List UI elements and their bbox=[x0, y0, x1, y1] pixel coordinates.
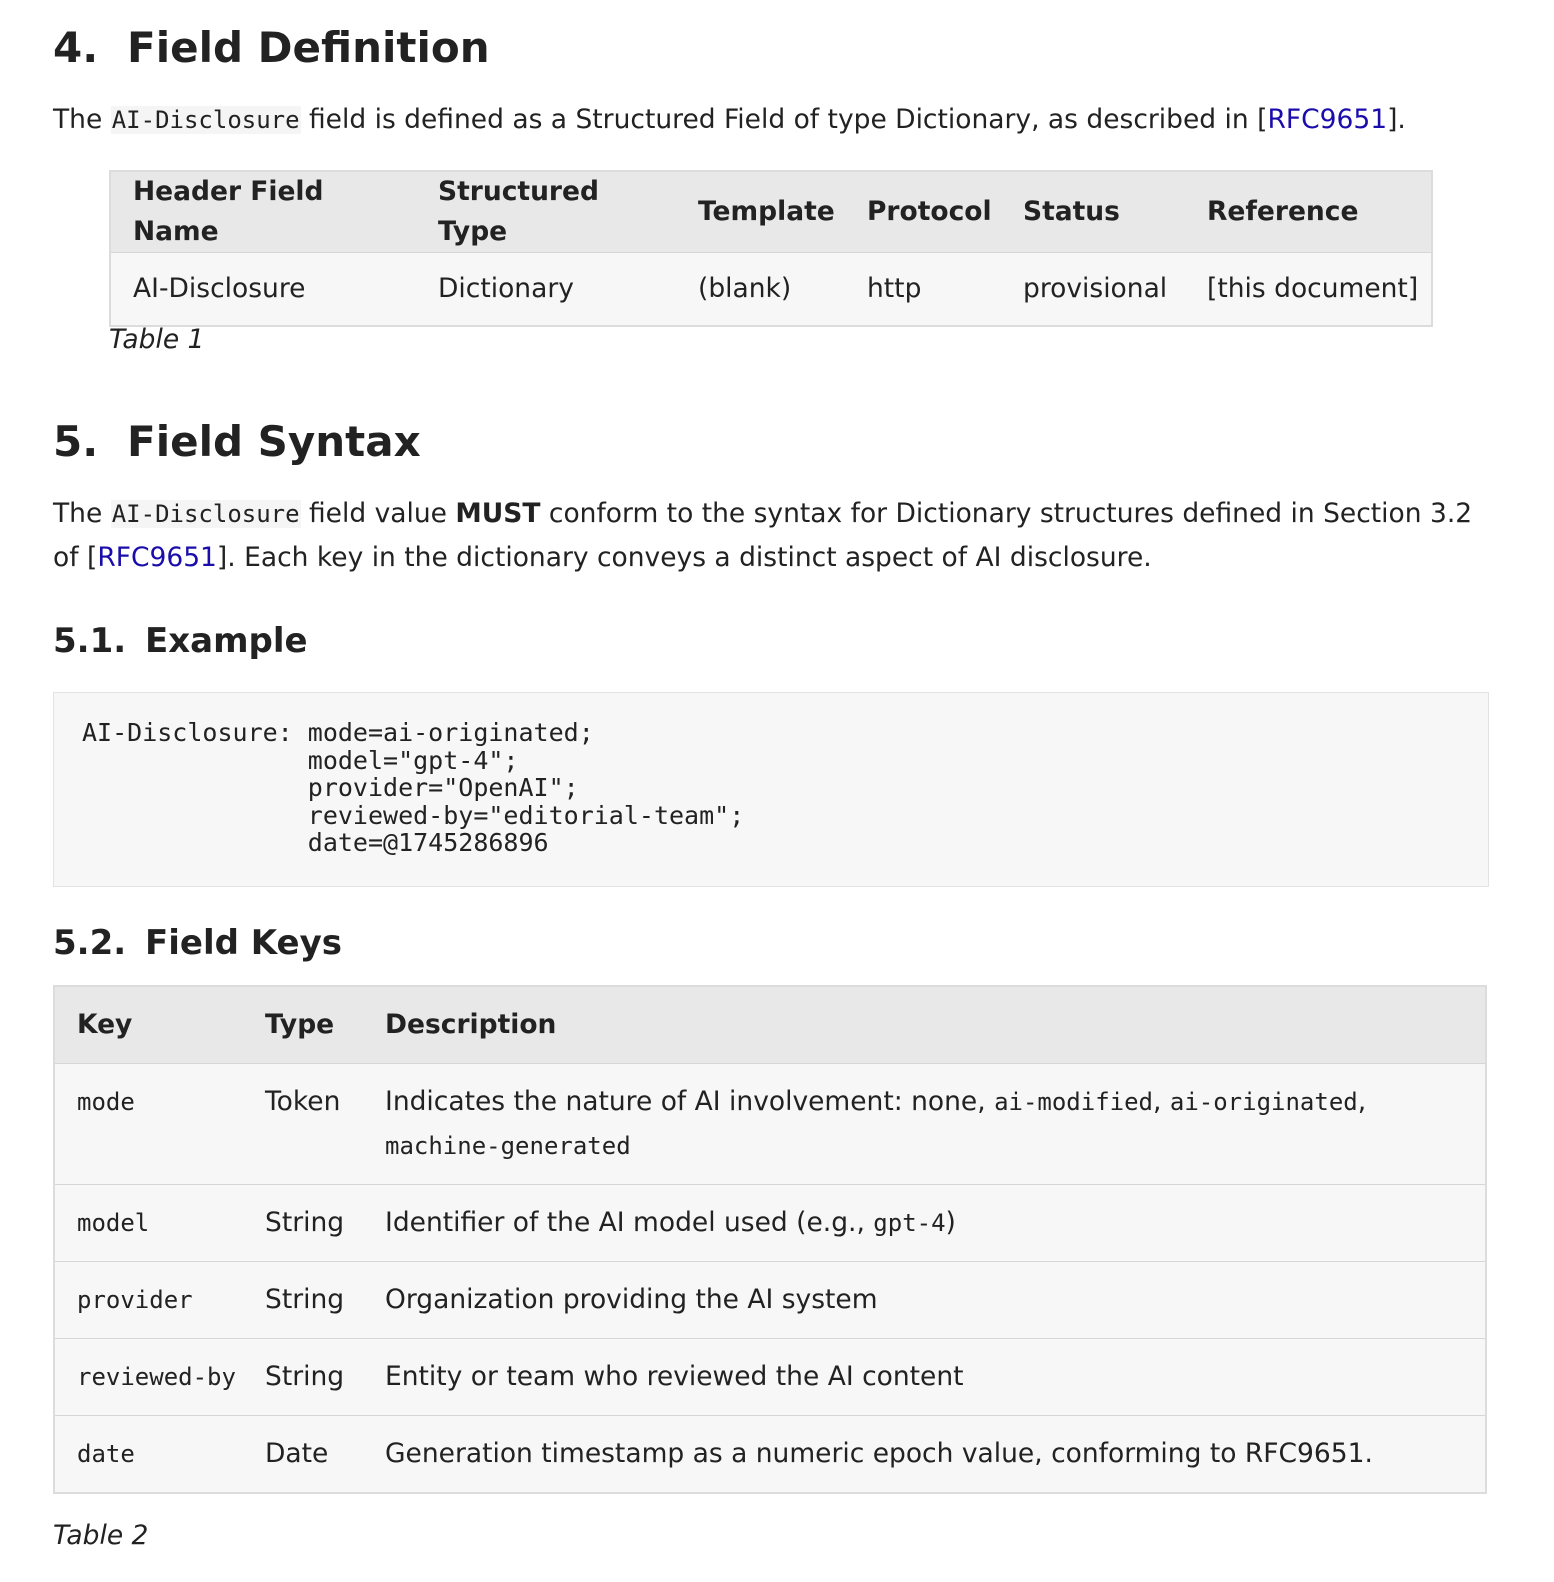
text: ]. Each key in the dictionary conveys a distinct aspect of AI disclosure. bbox=[216, 542, 1152, 573]
table-cell: AI-Disclosure bbox=[110, 253, 416, 327]
type-cell: String bbox=[243, 1262, 363, 1339]
type-cell: String bbox=[243, 1339, 363, 1416]
text: The bbox=[53, 498, 111, 529]
key-code: mode bbox=[77, 1088, 135, 1116]
inline-code: AI-Disclosure bbox=[111, 106, 300, 134]
text: conform to the syntax for Dictionary structures defined in Section 3.2 of [ bbox=[53, 498, 1473, 573]
table-row bbox=[54, 1262, 1486, 1339]
rfc9651-link[interactable]: RFC9651 bbox=[97, 542, 217, 573]
table-header-cell: Key bbox=[54, 986, 243, 1064]
table-row bbox=[54, 1339, 1486, 1416]
table-header-cell: Description bbox=[363, 986, 1486, 1064]
description-cell: Indicates the nature of AI involvement: none, ai-modified, ai-originated, machine-generated bbox=[363, 1064, 1486, 1185]
section-title: Field Syntax bbox=[127, 417, 421, 466]
description-cell: Generation timestamp as a numeric epoch value, conforming to RFC9651. bbox=[363, 1416, 1486, 1494]
section-number: 5.1. bbox=[53, 621, 127, 661]
table-cell: provisional bbox=[1001, 253, 1185, 327]
key-cell bbox=[54, 1262, 243, 1339]
table-header-cell: Template bbox=[676, 171, 845, 253]
section-title: Field Keys bbox=[145, 923, 342, 963]
table-header-row bbox=[110, 171, 1432, 253]
table-header-cell: Type bbox=[243, 986, 363, 1064]
rfc9651-link[interactable]: RFC9651 bbox=[1267, 104, 1388, 135]
key-cell bbox=[54, 1064, 243, 1185]
table-cell: Dictionary bbox=[416, 253, 676, 327]
section-5-heading bbox=[53, 414, 421, 470]
key-code: provider bbox=[77, 1286, 193, 1314]
key-cell bbox=[54, 1339, 243, 1416]
section-number: 5. bbox=[53, 417, 99, 466]
field-definition-table bbox=[109, 170, 1433, 327]
must-keyword: MUST bbox=[455, 498, 541, 529]
key-cell bbox=[54, 1185, 243, 1262]
table-caption: Table 1 bbox=[109, 324, 205, 355]
section-title: Field Definition bbox=[127, 23, 490, 72]
table-header-cell: Protocol bbox=[845, 171, 1001, 253]
text: field is defined as a Structured Field of type Dictionary, as described in [ bbox=[300, 104, 1268, 135]
section-4-paragraph bbox=[53, 98, 1406, 142]
section-number: 4. bbox=[53, 23, 99, 72]
text: Indicates the nature of AI involvement: none, bbox=[385, 1086, 995, 1117]
inline-code: ai-originated bbox=[1169, 1088, 1358, 1116]
table-header-cell: Header Field Name bbox=[110, 171, 416, 253]
table-cell: [this document] bbox=[1185, 253, 1432, 327]
description-cell: Entity or team who reviewed the AI content bbox=[363, 1339, 1486, 1416]
example-code-block bbox=[53, 692, 1489, 887]
table-header-cell: Structured Type bbox=[416, 171, 676, 253]
section-title: Example bbox=[145, 621, 308, 661]
type-cell: Date bbox=[243, 1416, 363, 1494]
field-keys-table bbox=[53, 985, 1487, 1494]
description-cell bbox=[363, 1185, 1486, 1262]
section-4-heading bbox=[53, 20, 490, 76]
example-code: AI-Disclosure: mode=ai-originated; model="gpt-4"; provider="OpenAI"; reviewed-by="editorial-team"; date=@1745286896 bbox=[82, 718, 745, 857]
key-code: model bbox=[77, 1209, 150, 1237]
table-header-cell: Status bbox=[1001, 171, 1185, 253]
type-cell: Token bbox=[243, 1064, 363, 1185]
table-row bbox=[54, 1185, 1486, 1262]
table-cell: (blank) bbox=[676, 253, 845, 327]
table-caption: Table 2 bbox=[53, 1520, 149, 1551]
inline-code: AI-Disclosure bbox=[111, 500, 300, 528]
key-code: reviewed-by bbox=[77, 1363, 236, 1391]
table-header-cell: Reference bbox=[1185, 171, 1432, 253]
table-header-row bbox=[54, 986, 1486, 1064]
inline-code: machine-generated bbox=[385, 1132, 631, 1160]
inline-code: gpt-4 bbox=[873, 1209, 946, 1237]
text: ]. bbox=[1387, 104, 1406, 135]
text: The bbox=[53, 104, 111, 135]
key-cell bbox=[54, 1416, 243, 1494]
table-row bbox=[54, 1064, 1486, 1185]
text: Identifier of the AI model used (e.g., bbox=[385, 1207, 874, 1238]
text: ) bbox=[945, 1207, 956, 1238]
inline-code: ai-modified bbox=[994, 1088, 1154, 1116]
description-cell: Organization providing the AI system bbox=[363, 1262, 1486, 1339]
table-cell: http bbox=[845, 253, 1001, 327]
table-row bbox=[54, 1416, 1486, 1494]
type-cell: String bbox=[243, 1185, 363, 1262]
section-5-2-heading bbox=[53, 920, 342, 966]
section-number: 5.2. bbox=[53, 923, 127, 963]
section-5-1-heading bbox=[53, 618, 308, 664]
text: field value bbox=[300, 498, 456, 529]
table-row bbox=[110, 253, 1432, 327]
key-code: date bbox=[77, 1440, 135, 1468]
section-5-paragraph bbox=[53, 492, 1489, 580]
